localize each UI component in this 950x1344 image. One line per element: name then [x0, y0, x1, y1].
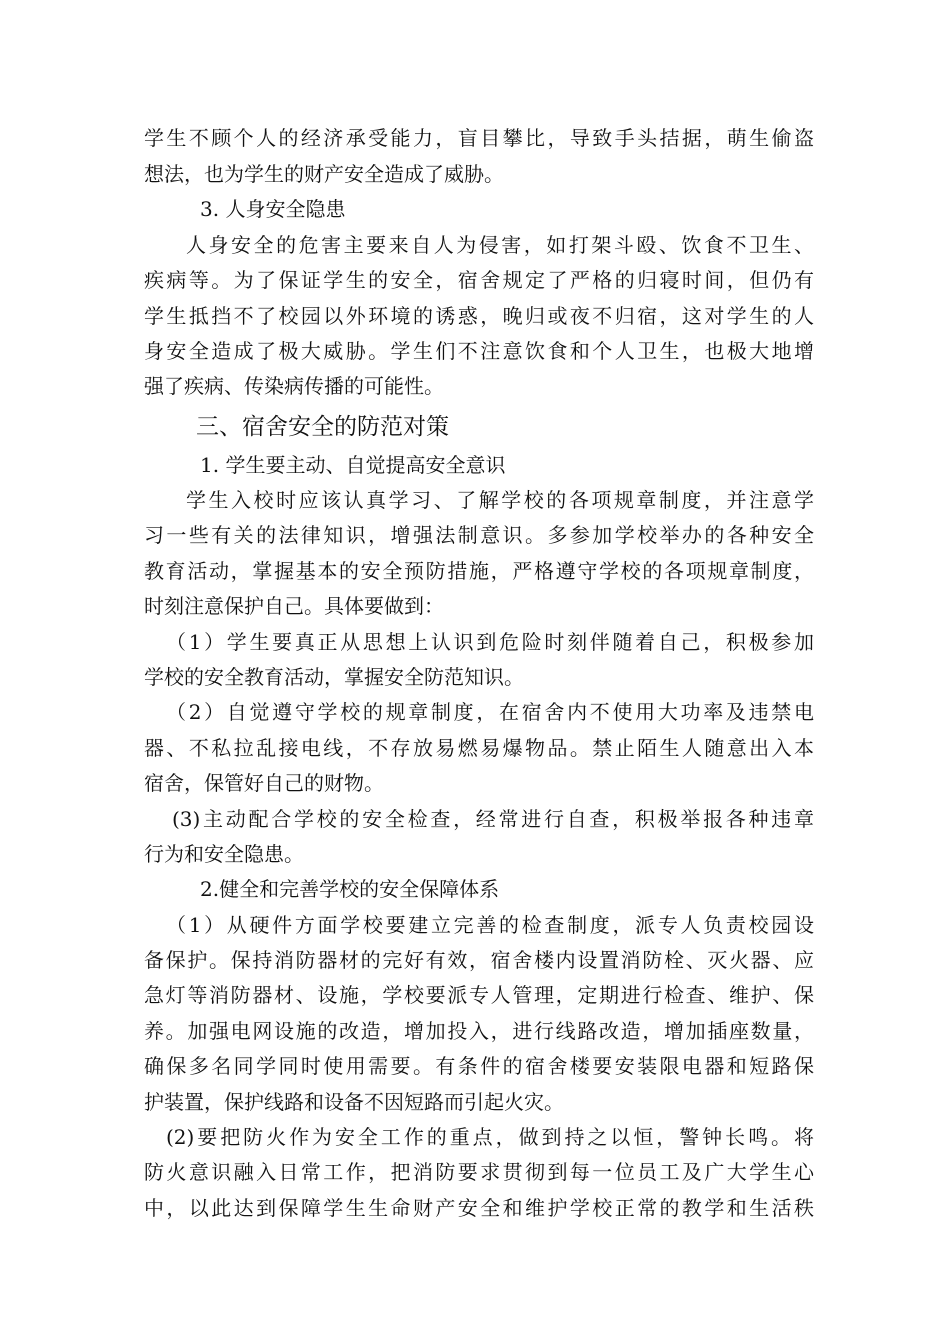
paragraph-line: （1）学生要真正从思想上认识到危险时刻伴随着自己，积极参加	[166, 630, 814, 654]
subsection-heading: 2.健全和完善学校的安全保障体系	[200, 877, 500, 901]
paragraph-line: 备保护。保持消防器材的完好有效，宿舍楼内设置消防栓、灭火器、应	[144, 948, 814, 972]
paragraph-line: 人身安全的危害主要来自人为侵害，如打架斗殴、饮食不卫生、	[186, 233, 814, 257]
section-heading: 三、宿舍安全的防范对策	[196, 414, 449, 440]
paragraph-line: 学校的安全教育活动，掌握安全防范知识。	[144, 665, 524, 689]
paragraph-line: 时刻注意保护自己。具体要做到：	[144, 594, 444, 618]
paragraph-line: 器、不私拉乱接电线，不存放易燃易爆物品。禁止陌生人随意出入本	[144, 736, 814, 760]
paragraph-line: 习一些有关的法律知识，增强法制意识。多参加学校举办的各种安全	[144, 523, 814, 547]
paragraph-line: 身安全造成了极大威胁。学生们不注意饮食和个人卫生，也极大地增	[144, 339, 814, 363]
paragraph-line: 学生入校时应该认真学习、了解学校的各项规章制度，并注意学	[186, 488, 814, 512]
paragraph-line: 疾病等。为了保证学生的安全，宿舍规定了严格的归寝时间，但仍有	[144, 268, 814, 292]
paragraph-line: （1）从硬件方面学校要建立完善的检查制度，派专人负责校园设	[166, 913, 814, 937]
paragraph-line: 行为和安全隐患。	[144, 842, 304, 866]
paragraph-line: 防火意识融入日常工作，把消防要求贯彻到每一位员工及广大学生心	[144, 1160, 814, 1184]
paragraph-line: 确保多名同学同时使用需要。有条件的宿舍楼要安装限电器和短路保	[144, 1054, 814, 1078]
paragraph-line: 学生抵挡不了校园以外环境的诱惑，晚归或夜不归宿，这对学生的人	[144, 304, 814, 328]
paragraph-line: 护装置，保护线路和设备不因短路而引起火灾。	[144, 1090, 564, 1114]
paragraph-line: 教育活动，掌握基本的安全预防措施，严格遵守学校的各项规章制度，	[144, 559, 814, 583]
paragraph-line: (3)主动配合学校的安全检查，经常进行自查，积极举报各种违章	[172, 807, 814, 831]
paragraph-line: 急灯等消防器材、设施，学校要派专人管理，定期进行检查、维护、保	[144, 983, 814, 1007]
paragraph-line: 中，以此达到保障学生生命财产安全和维护学校正常的教学和生活秩	[144, 1196, 814, 1220]
paragraph-line: 学生不顾个人的经济承受能力，盲目攀比，导致手头拮据，萌生偷盗	[144, 126, 814, 150]
subsection-heading: 1. 学生要主动、自觉提高安全意识	[200, 453, 506, 477]
paragraph-line: (2)要把防火作为安全工作的重点，做到持之以恒，警钟长鸣。将	[166, 1125, 814, 1149]
subsection-heading: 3. 人身安全隐患	[200, 197, 346, 221]
paragraph-line: 宿舍，保管好自己的财物。	[144, 771, 384, 795]
paragraph-line: 想法，也为学生的财产安全造成了威胁。	[144, 162, 504, 186]
paragraph-line: 养。加强电网设施的改造，增加投入，进行线路改造，增加插座数量，	[144, 1019, 814, 1043]
paragraph-line: （2）自觉遵守学校的规章制度，在宿舍内不使用大功率及违禁电	[166, 700, 814, 724]
paragraph-line: 强了疾病、传染病传播的可能性。	[144, 374, 444, 398]
